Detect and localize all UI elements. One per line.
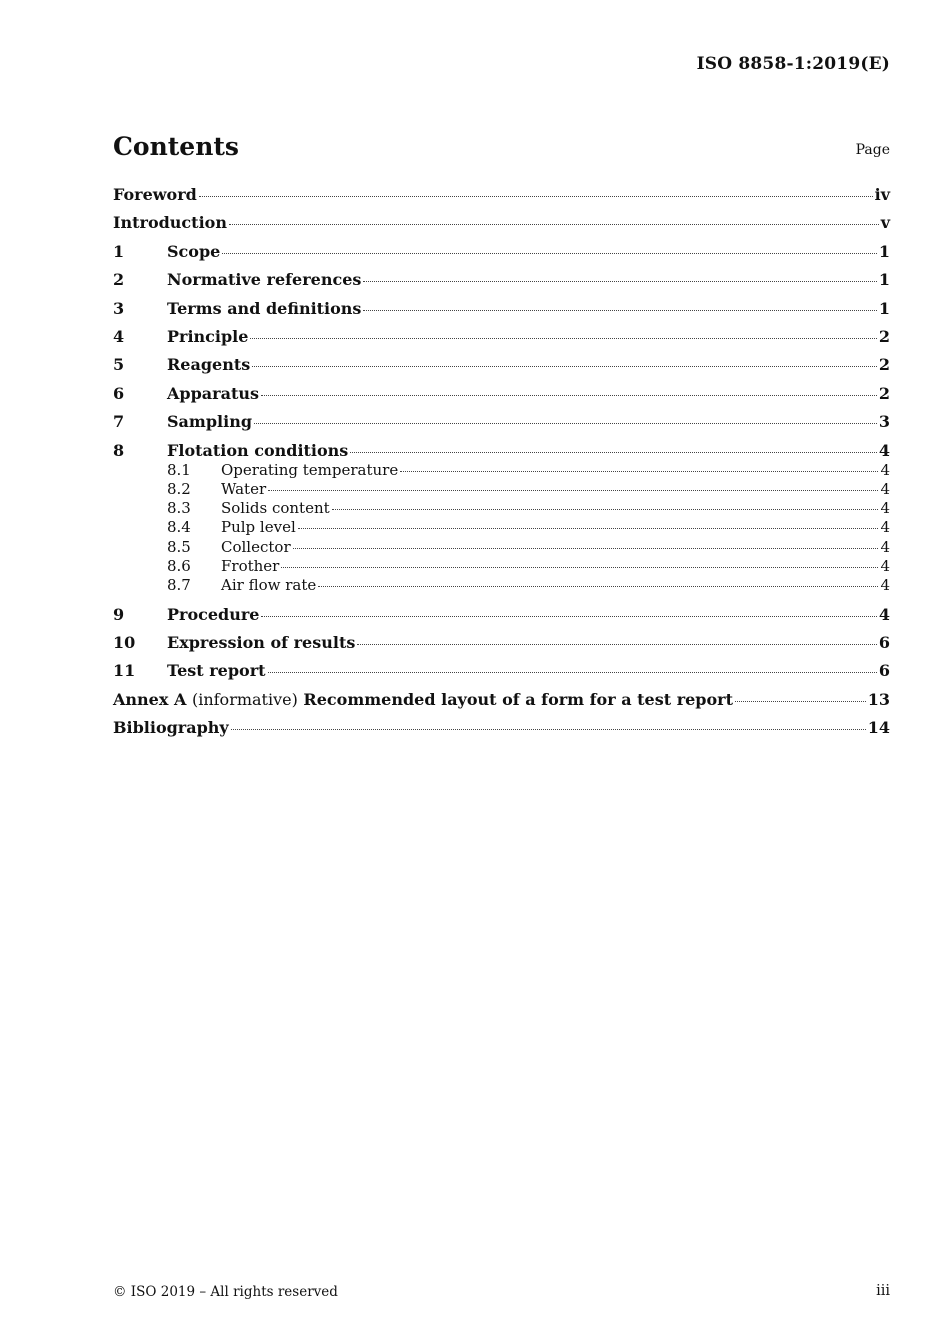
dot-leader bbox=[350, 452, 877, 453]
toc-entry-title: Flotation conditions bbox=[167, 440, 349, 460]
toc-entry-title: Introduction bbox=[113, 213, 227, 233]
toc-entry-title: Sampling bbox=[167, 412, 253, 432]
clause-number: 7 bbox=[113, 412, 125, 432]
dot-leader bbox=[229, 224, 879, 225]
toc-entry-clause-10[interactable] bbox=[113, 633, 890, 653]
annex-title: Recommended layout of a form for a test report bbox=[303, 689, 733, 709]
subclause-number: 8.6 bbox=[167, 557, 191, 575]
dot-leader bbox=[332, 509, 879, 510]
toc-entry-title: Foreword bbox=[113, 185, 197, 204]
toc-entry-title: Pulp level bbox=[221, 518, 296, 537]
clause-number: 10 bbox=[113, 632, 136, 652]
toc-entry-annex-a[interactable] bbox=[113, 690, 890, 710]
dot-leader bbox=[261, 395, 877, 396]
toc-entry-page: 4 bbox=[880, 557, 890, 575]
clause-number: 9 bbox=[113, 604, 125, 624]
toc-entry-page: 4 bbox=[880, 576, 890, 595]
subclause-number: 8.7 bbox=[167, 576, 191, 595]
dot-leader bbox=[400, 471, 878, 472]
toc-entry-title: Procedure bbox=[167, 604, 260, 624]
clause-number: 1 bbox=[113, 241, 125, 261]
dot-leader bbox=[293, 548, 879, 549]
toc-entry-page: 2 bbox=[878, 383, 890, 403]
toc-entry-foreword[interactable] bbox=[113, 185, 890, 205]
toc-entry-page: 4 bbox=[880, 499, 890, 518]
toc-entry-page: 6 bbox=[878, 632, 890, 652]
dot-leader bbox=[735, 701, 866, 702]
toc-entry-subclause-8-5[interactable] bbox=[113, 538, 890, 557]
toc-entry-page: 4 bbox=[880, 518, 890, 537]
toc-entry-clause-11[interactable] bbox=[113, 661, 890, 681]
clause-number: 11 bbox=[113, 661, 136, 681]
toc-entry-title: Solids content bbox=[221, 499, 330, 518]
toc-entry-clause-9[interactable] bbox=[113, 605, 890, 625]
toc-entry-page: 3 bbox=[878, 412, 890, 432]
toc-entry-clause-6[interactable] bbox=[113, 384, 890, 404]
toc-entry-subclause-8-1[interactable] bbox=[113, 461, 890, 480]
annex-qualifier: (informative) bbox=[191, 689, 298, 709]
clause-number: 3 bbox=[113, 298, 125, 318]
dot-leader bbox=[231, 729, 866, 730]
toc-entry-title: Frother bbox=[221, 557, 280, 575]
toc-entry-title: Operating temperature bbox=[221, 460, 399, 479]
toc-entry-bibliography[interactable] bbox=[113, 718, 890, 738]
dot-leader bbox=[222, 253, 877, 254]
toc-entry-clause-8[interactable] bbox=[113, 441, 890, 461]
toc-entry-page: 1 bbox=[878, 241, 890, 261]
toc-entry-clause-2[interactable] bbox=[113, 270, 890, 290]
clause-number: 2 bbox=[113, 270, 125, 290]
toc-entry-page: 4 bbox=[878, 604, 890, 624]
toc-entry-page: 13 bbox=[867, 689, 890, 709]
subclause-number: 8.4 bbox=[167, 518, 191, 537]
subclause-number: 8.5 bbox=[167, 537, 191, 556]
subclause-number: 8.3 bbox=[167, 499, 191, 518]
toc-entry-subclause-8-4[interactable] bbox=[113, 518, 890, 537]
toc-entry-introduction[interactable] bbox=[113, 213, 890, 233]
toc-entry-title: Apparatus bbox=[167, 383, 259, 403]
dot-leader bbox=[261, 616, 876, 617]
dot-leader bbox=[199, 196, 873, 197]
toc-entry-page: 4 bbox=[878, 440, 890, 460]
toc-entry-title: Reagents bbox=[167, 355, 251, 375]
toc-entry-page: v bbox=[880, 213, 890, 233]
toc-entry-title bbox=[113, 690, 733, 710]
subclause-number: 8.2 bbox=[167, 479, 191, 498]
dot-leader bbox=[318, 586, 878, 587]
toc-entry-title: Normative references bbox=[167, 270, 362, 290]
toc-entry-title: Air flow rate bbox=[221, 576, 317, 595]
toc-entry-page: 14 bbox=[867, 718, 890, 738]
toc-entry-page: 2 bbox=[878, 326, 890, 346]
toc-entry-subclause-8-6[interactable] bbox=[113, 557, 890, 576]
toc-entry-title: Test report bbox=[167, 661, 266, 681]
table-of-contents bbox=[113, 185, 890, 747]
clause-number: 8 bbox=[113, 440, 125, 460]
toc-entry-title: Water bbox=[221, 479, 267, 498]
toc-entry-subclause-8-3[interactable] bbox=[113, 499, 890, 518]
dot-leader bbox=[254, 423, 877, 424]
toc-entry-clause-7[interactable] bbox=[113, 412, 890, 432]
copyright-notice: © ISO 2019 – All rights reserved bbox=[113, 1284, 338, 1300]
dot-leader bbox=[268, 490, 878, 491]
page-number: iii bbox=[876, 1283, 890, 1299]
dot-leader bbox=[281, 567, 878, 568]
toc-entry-title: Collector bbox=[221, 537, 291, 556]
contents-heading: Contents bbox=[113, 132, 240, 161]
toc-entry-page: 2 bbox=[878, 355, 890, 375]
toc-entry-title: Expression of results bbox=[167, 632, 356, 652]
toc-entry-page: 6 bbox=[878, 661, 890, 681]
dot-leader bbox=[363, 310, 876, 311]
toc-entry-clause-3[interactable] bbox=[113, 299, 890, 319]
dot-leader bbox=[252, 366, 877, 367]
toc-entry-page: 1 bbox=[878, 270, 890, 290]
toc-entry-title: Terms and definitions bbox=[167, 298, 362, 318]
dot-leader bbox=[268, 672, 877, 673]
toc-entry-clause-4[interactable] bbox=[113, 327, 890, 347]
toc-entry-subclause-8-7[interactable] bbox=[113, 576, 890, 595]
page-column-label: Page bbox=[855, 142, 890, 158]
toc-entry-title: Principle bbox=[167, 326, 249, 346]
toc-entry-title: Scope bbox=[167, 241, 221, 261]
clause-number: 5 bbox=[113, 355, 125, 375]
toc-entry-subclause-8-2[interactable] bbox=[113, 480, 890, 499]
toc-entry-page: 4 bbox=[880, 537, 890, 556]
toc-entry-title: Bibliography bbox=[113, 718, 229, 738]
clause-number: 6 bbox=[113, 383, 125, 403]
dot-leader bbox=[363, 281, 876, 282]
subclause-number: 8.1 bbox=[167, 460, 191, 479]
toc-entry-page: 4 bbox=[880, 479, 890, 498]
dot-leader bbox=[298, 528, 879, 529]
dot-leader bbox=[250, 338, 876, 339]
toc-entry-page: iv bbox=[874, 185, 890, 204]
toc-entry-page: 4 bbox=[880, 460, 890, 479]
dot-leader bbox=[357, 644, 877, 645]
annex-label: Annex A bbox=[113, 689, 187, 709]
toc-entry-clause-5[interactable] bbox=[113, 355, 890, 375]
document-code: ISO 8858-1:2019(E) bbox=[696, 54, 890, 74]
toc-entry-clause-1[interactable] bbox=[113, 242, 890, 262]
clause-number: 4 bbox=[113, 326, 125, 346]
toc-entry-page: 1 bbox=[878, 298, 890, 318]
